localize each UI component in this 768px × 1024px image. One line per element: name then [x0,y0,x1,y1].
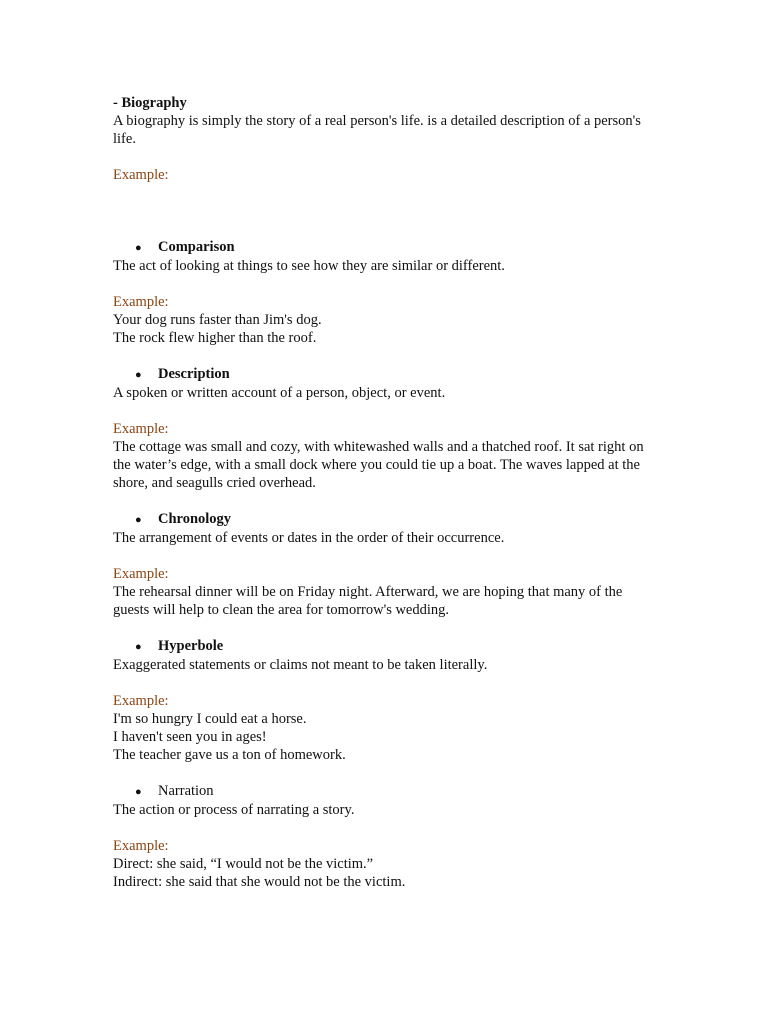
example-text: The teacher gave us a ton of homework. [113,747,346,763]
example-text: Direct: she said, “I would not be the victim.” [113,856,374,872]
example-text: The rehearsal dinner will be on Friday night. Afterward, we are hoping that many of the guests will help to clean the area for tomorrow's wedding. [113,584,626,618]
section-biography [113,94,653,238]
section-definition: The act of looking at things to see how they are similar or different. [113,258,505,274]
example-label: Example: [113,693,169,709]
example-text: I'm so hungry I could eat a horse. [113,711,307,727]
term-heading: Hyperbole [158,638,224,654]
section-definition: Exaggerated statements or claims not meant to be taken literally. [113,657,488,673]
section-hyperbole [113,637,653,782]
term-heading: Description [158,366,230,382]
example-label: Example: [113,294,169,310]
bullet-icon: ● [135,369,142,381]
section-comparison [113,238,653,365]
section-narration [113,782,653,891]
bullet-row [135,637,653,656]
section-definition: A biography is simply the story of a real person's life. is a detailed description of a person's life. [113,113,645,147]
section-heading: - Biography [113,95,187,111]
bullet-icon: ● [135,242,142,254]
section-description [113,365,653,510]
example-label: Example: [113,838,169,854]
bullet-row [135,782,653,801]
example-text: The rock flew higher than the roof. [113,330,317,346]
example-text: Your dog runs faster than Jim's dog. [113,312,322,328]
bullet-icon: ● [135,641,142,653]
bullet-icon: ● [135,514,142,526]
bullet-row [135,238,653,257]
term-heading: Narration [158,783,214,799]
bullet-icon: ● [135,786,142,798]
example-text: I haven't seen you in ages! [113,729,267,745]
bullet-row [135,510,653,529]
bullet-row [135,365,653,384]
section-definition: The arrangement of events or dates in the order of their occurrence. [113,530,505,546]
example-label: Example: [113,167,169,183]
document-page [113,94,653,891]
section-definition: The action or process of narrating a story. [113,802,355,818]
term-heading: Comparison [158,239,235,255]
term-heading: Chronology [158,511,232,527]
example-label: Example: [113,566,169,582]
section-definition: A spoken or written account of a person, object, or event. [113,385,446,401]
example-text: Indirect: she said that she would not be the victim. [113,874,406,890]
section-chronology [113,510,653,637]
example-label: Example: [113,421,169,437]
example-text: The cottage was small and cozy, with whitewashed walls and a thatched roof. It sat right on the water’s edge, with a small dock where you could tie up a boat. The waves lapped at the shore, and seagulls cried overhead. [113,439,648,491]
